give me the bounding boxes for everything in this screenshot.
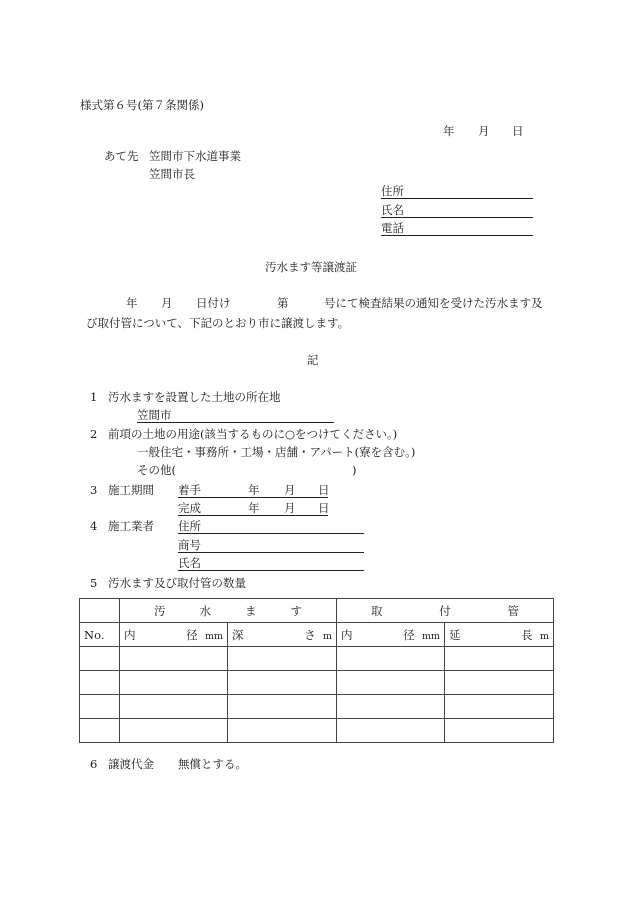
table-cell[interactable] xyxy=(445,647,554,671)
header-pipe-length: 延 長 m xyxy=(445,623,554,647)
table-cell[interactable] xyxy=(228,647,337,671)
form-number: 様式第６号(第７条関係) xyxy=(80,98,204,112)
table-header-group-row xyxy=(80,599,554,623)
applicant-address-field[interactable] xyxy=(381,184,533,199)
table-cell[interactable] xyxy=(337,671,445,695)
body-go: 号にて検査結果の通知を受けた汚水ます及 xyxy=(324,296,543,310)
item1-text: 汚水ますを設置した土地の所在地 xyxy=(108,390,281,404)
start-day: 日 xyxy=(318,483,330,497)
body-dated: 日付け xyxy=(196,296,231,310)
table-cell[interactable] xyxy=(445,671,554,695)
item4-text: 施工業者 xyxy=(108,519,154,533)
applicant-phone-field[interactable] xyxy=(381,221,533,236)
body-month: 月 xyxy=(161,296,173,310)
table-row xyxy=(80,671,554,695)
table-cell[interactable] xyxy=(228,671,337,695)
date-month: 月 xyxy=(478,124,490,138)
start-month: 月 xyxy=(284,483,296,497)
usage-option-residential[interactable]: 一般住宅・事務所・工場・店舗・アパート(寮を含む。) xyxy=(137,445,416,459)
addressee-line1: 笠間市下水道事業 xyxy=(149,149,241,163)
table-cell[interactable] xyxy=(445,719,554,743)
item1-num: 1 xyxy=(90,390,98,404)
construction-end-field[interactable] xyxy=(178,501,328,516)
end-month: 月 xyxy=(284,501,296,515)
hdr-g2-1: 付 xyxy=(439,603,451,618)
table-cell[interactable] xyxy=(337,695,445,719)
table-cell[interactable] xyxy=(80,695,120,719)
hdr-g2-2: 管 xyxy=(507,603,519,618)
hdr-g1-3: す xyxy=(290,603,302,618)
table-cell[interactable] xyxy=(228,695,337,719)
item3-num: 3 xyxy=(90,483,98,497)
table-cell[interactable] xyxy=(120,719,228,743)
end-day: 日 xyxy=(318,501,330,515)
header-pipe-inner-diameter: 内 径 mm xyxy=(337,623,445,647)
hdr-g1-2: ま xyxy=(245,603,257,618)
start-label: 着手 xyxy=(178,483,201,497)
header-sewage-basin xyxy=(120,599,337,623)
hdr-g1-0: 汚 xyxy=(154,603,166,618)
usage-other-close: ) xyxy=(352,463,357,477)
header-basin-depth: 深 さ m xyxy=(228,623,337,647)
start-year: 年 xyxy=(248,483,260,497)
date-year: 年 xyxy=(443,124,455,138)
end-year: 年 xyxy=(248,501,260,515)
table-row xyxy=(80,719,554,743)
item6-num: 6 xyxy=(90,757,98,771)
body-dai: 第 xyxy=(277,296,289,310)
location-field[interactable] xyxy=(137,408,334,423)
construction-start-field[interactable] xyxy=(178,483,328,498)
hdr-g2-0: 取 xyxy=(371,603,383,618)
table-cell[interactable] xyxy=(120,695,228,719)
table-row xyxy=(80,695,554,719)
applicant-name-label: 氏名 xyxy=(381,203,404,217)
table-cell[interactable] xyxy=(120,671,228,695)
table-cell[interactable] xyxy=(228,719,337,743)
header-no: No. xyxy=(80,623,120,647)
addressee-line2: 笠間市長 xyxy=(149,167,195,181)
contractor-trade-label: 商号 xyxy=(178,538,201,552)
item5-num: 5 xyxy=(90,576,98,590)
table-header-row xyxy=(80,623,554,647)
applicant-name-field[interactable] xyxy=(381,203,533,218)
applicant-address-label: 住所 xyxy=(381,184,404,198)
end-label: 完成 xyxy=(178,501,201,515)
body-year: 年 xyxy=(126,296,138,310)
contractor-name-label: 氏名 xyxy=(178,556,201,570)
item4-num: 4 xyxy=(90,519,98,533)
table-row xyxy=(80,647,554,671)
usage-option-other[interactable]: その他( xyxy=(137,463,176,477)
item6-value: 無償とする。 xyxy=(178,757,247,771)
empty-header-cell xyxy=(80,599,120,623)
header-connection-pipe xyxy=(337,599,554,623)
table-cell[interactable] xyxy=(120,647,228,671)
item2-text: 前項の土地の用途(該当するものに○をつけてください。) xyxy=(108,427,398,441)
table-cell[interactable] xyxy=(80,719,120,743)
table-cell[interactable] xyxy=(337,647,445,671)
table-cell[interactable] xyxy=(445,695,554,719)
ki-heading: 記 xyxy=(307,353,319,367)
item2-num: 2 xyxy=(90,427,98,441)
document-title: 汚水ます等譲渡証 xyxy=(265,260,357,274)
table-cell[interactable] xyxy=(80,647,120,671)
location-prefix: 笠間市 xyxy=(137,408,172,422)
item5-text: 汚水ます及び取付管の数量 xyxy=(108,576,246,590)
header-basin-inner-diameter: 内 径 mm xyxy=(120,623,228,647)
item3-text: 施工期間 xyxy=(108,483,154,497)
contractor-trade-field[interactable] xyxy=(178,538,364,553)
applicant-phone-label: 電話 xyxy=(381,221,404,235)
quantity-table xyxy=(79,598,554,743)
addressee-label: あて先 xyxy=(104,149,139,163)
table-cell[interactable] xyxy=(80,671,120,695)
date-day: 日 xyxy=(512,124,524,138)
table-cell[interactable] xyxy=(337,719,445,743)
item6-text: 譲渡代金 xyxy=(108,757,154,771)
hdr-g1-1: 水 xyxy=(199,603,211,618)
contractor-address-field[interactable] xyxy=(178,519,364,534)
contractor-name-field[interactable] xyxy=(178,556,364,571)
body-line2: び取付管について、下記のとおり市に譲渡します。 xyxy=(86,316,350,330)
contractor-address-label: 住所 xyxy=(178,519,201,533)
